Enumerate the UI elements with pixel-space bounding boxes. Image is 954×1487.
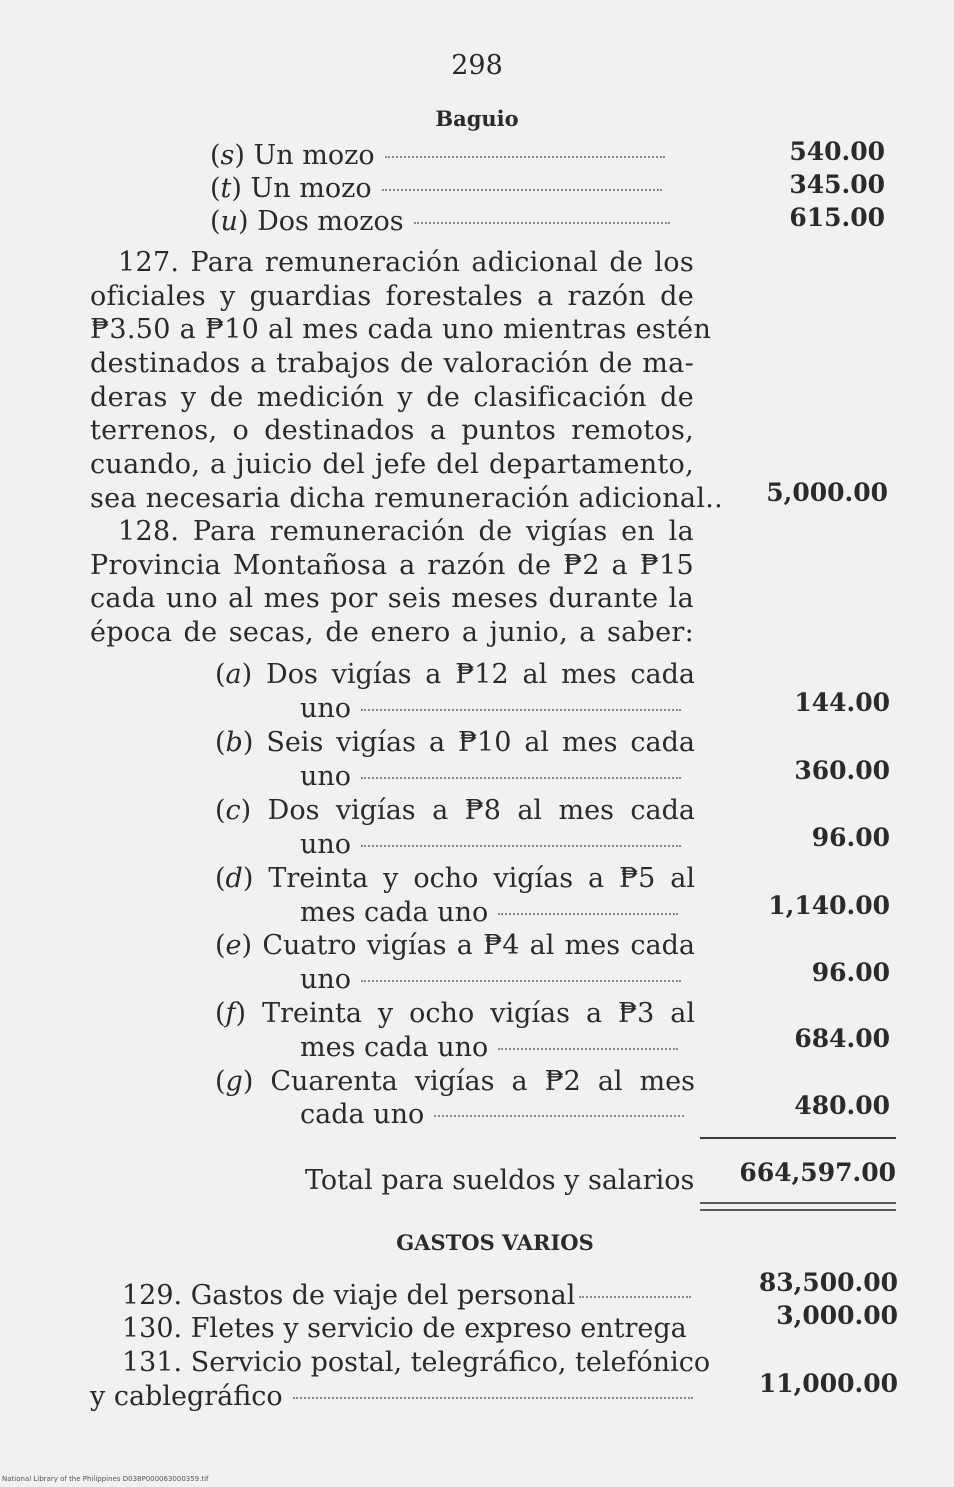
item-t: (t) Un mozo bbox=[210, 173, 662, 204]
amount-s: 540.00 bbox=[789, 137, 885, 166]
amount-e: 96.00 bbox=[811, 958, 890, 987]
para128-line: Provincia Montañosa a razón de ₱2 a ₱15 bbox=[90, 550, 694, 581]
item-f: (f) Treinta y ocho vigías a ₱3 al bbox=[215, 998, 695, 1029]
subtotal-rule bbox=[700, 1137, 896, 1139]
para128-line: época de secas, de enero a junio, a saber: bbox=[90, 617, 694, 648]
gasto-131-cont: y cablegráfico bbox=[90, 1381, 693, 1412]
amount-129: 83,500.00 bbox=[758, 1268, 898, 1297]
para127-line: cuando, a juicio del jefe del departamento, bbox=[90, 449, 694, 480]
item-a-cont: uno bbox=[300, 693, 681, 724]
amount-f: 684.00 bbox=[794, 1024, 890, 1053]
para127-line: deras y de medición y de clasificación de bbox=[90, 382, 694, 413]
total-label: Total para sueldos y salarios bbox=[305, 1165, 695, 1196]
para127-line: oficiales y guardias forestales a razón de bbox=[90, 281, 694, 312]
para127-line: ₱3.50 a ₱10 al mes cada uno mientras estén bbox=[90, 314, 712, 345]
item-g: (g) Cuarenta vigías a ₱2 al mes bbox=[215, 1066, 695, 1097]
gasto-131: 131. Servicio postal, telegráfico, telefónico bbox=[122, 1347, 711, 1378]
item-c: (c) Dos vigías a ₱8 al mes cada bbox=[215, 795, 696, 826]
amount-131: 11,000.00 bbox=[758, 1369, 898, 1398]
scan-footer: National Library of the Philippines D038P000063000359.tif bbox=[2, 1475, 209, 1483]
gasto-129: 129. Gastos de viaje del personal bbox=[122, 1280, 691, 1311]
para128-line: 128. Para remuneración de vigías en la bbox=[118, 516, 694, 547]
section-header-baguio: Baguio bbox=[435, 106, 519, 131]
amount-u: 615.00 bbox=[789, 203, 885, 232]
amount-127: 5,000.00 bbox=[766, 478, 888, 507]
amount-c: 96.00 bbox=[811, 823, 890, 852]
para128-line: cada uno al mes por seis meses durante la bbox=[90, 583, 694, 614]
item-e-cont: uno bbox=[300, 964, 681, 995]
gasto-130: 130. Fletes y servicio de expreso entrega bbox=[122, 1313, 687, 1344]
item-c-cont: uno bbox=[300, 829, 681, 860]
item-a: (a) Dos vigías a ₱12 al mes cada bbox=[215, 659, 695, 690]
total-double-rule bbox=[700, 1202, 896, 1211]
amount-130: 3,000.00 bbox=[776, 1301, 898, 1330]
section-title-gastos: GASTOS VARIOS bbox=[396, 1230, 594, 1255]
para127-line: 127. Para remuneración adicional de los bbox=[118, 247, 694, 278]
item-u: (u) Dos mozos bbox=[210, 206, 670, 237]
amount-b: 360.00 bbox=[794, 756, 890, 785]
item-s: (s) Un mozo bbox=[210, 140, 665, 171]
item-e: (e) Cuatro vigías a ₱4 al mes cada bbox=[215, 930, 695, 961]
para127-line: destinados a trabajos de valoración de ma- bbox=[90, 348, 694, 379]
amount-t: 345.00 bbox=[789, 170, 885, 199]
total-amount: 664,597.00 bbox=[739, 1158, 896, 1187]
item-d: (d) Treinta y ocho vigías a ₱5 al bbox=[215, 863, 695, 894]
amount-g: 480.00 bbox=[794, 1091, 890, 1120]
amount-d: 1,140.00 bbox=[768, 891, 890, 920]
item-b: (b) Seis vigías a ₱10 al mes cada bbox=[215, 727, 695, 758]
item-b-cont: uno bbox=[300, 761, 681, 792]
item-g-cont: cada uno bbox=[300, 1099, 684, 1130]
para127-line: sea necesaria dicha remuneración adicional.. bbox=[90, 483, 724, 514]
page-number: 298 bbox=[451, 50, 503, 81]
amount-a: 144.00 bbox=[794, 688, 890, 717]
para127-line: terrenos, o destinados a puntos remotos, bbox=[90, 415, 694, 446]
item-f-cont: mes cada uno bbox=[300, 1032, 678, 1063]
item-d-cont: mes cada uno bbox=[300, 897, 678, 928]
